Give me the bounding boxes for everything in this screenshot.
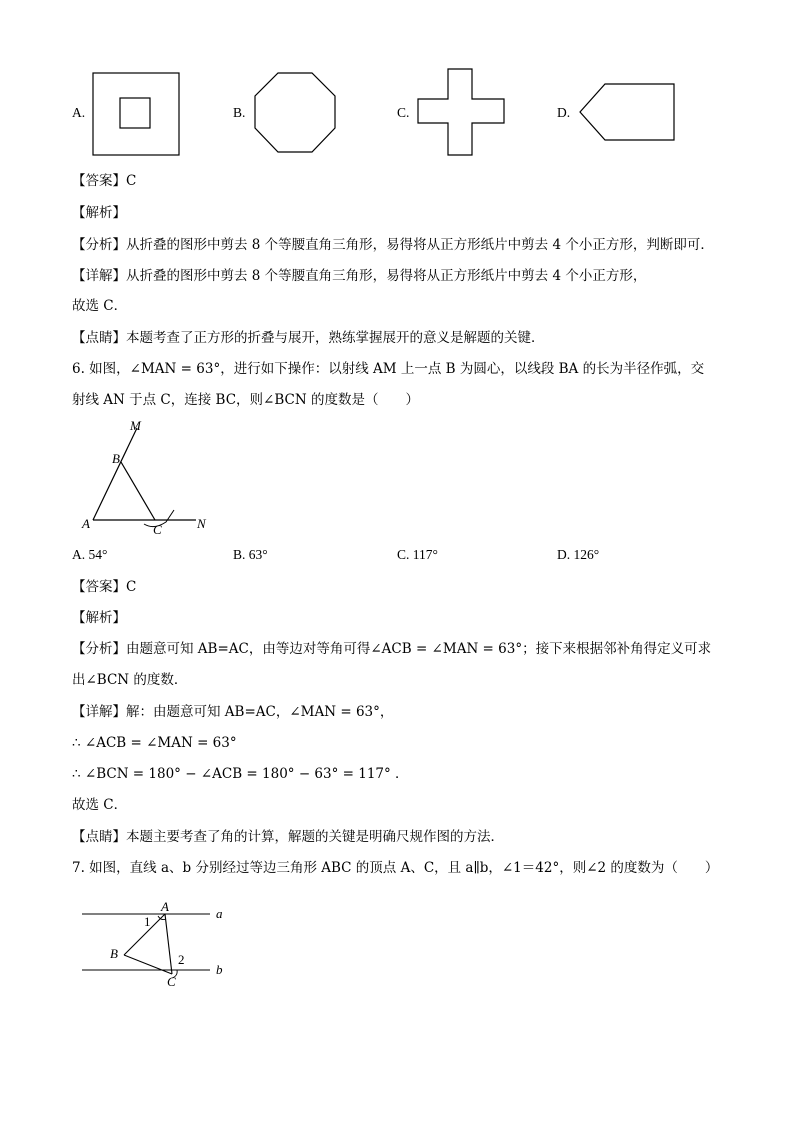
label-angle-2: 2 xyxy=(178,952,185,967)
q5-fenxi xyxy=(72,235,714,255)
label-b-vertex: B xyxy=(110,946,118,961)
side-bc xyxy=(124,955,172,974)
option-b-label: B. xyxy=(233,105,246,120)
dianjing-tag: 【点睛】 xyxy=(72,330,126,346)
q5-conclusion: 故选 C． xyxy=(72,298,128,314)
fenxi-text-1: 由题意可知 AB=AC，由等边对等角可得∠ACB = ∠MAN = 63°；接下来根据邻补角得定义可求 xyxy=(126,641,712,657)
option-d-figure xyxy=(579,83,677,143)
q6-dianjing xyxy=(72,827,504,847)
q5-answer xyxy=(72,171,136,191)
xiangjie-tag: 【详解】 xyxy=(72,704,126,720)
q6-xiangjie xyxy=(72,702,393,722)
outer-square xyxy=(93,73,179,155)
q6-option-a: A. 54° xyxy=(72,547,108,562)
label-m: M xyxy=(130,418,141,433)
xiangjie-text: 从折叠的图形中剪去 8 个等腰直角三角形，易得将从正方形纸片中剪去 4 个小正方形， xyxy=(126,268,647,284)
cross-shape xyxy=(418,69,504,155)
xiangjie-text: 解：由题意可知 AB=AC，∠MAN = 63°， xyxy=(126,704,394,720)
pentagon-arrow xyxy=(580,84,674,140)
dianjing-text: 本题考查了正方形的折叠与展开，熟练掌握展开的意义是解题的关键． xyxy=(126,330,545,346)
q6-option-d: D. 126° xyxy=(557,547,600,562)
option-a-label: A. xyxy=(72,105,86,120)
octagon xyxy=(255,73,335,152)
fenxi-text: 从折叠的图形中剪去 8 个等腰直角三角形，易得将从正方形纸片中剪去 4 个小正方形，判断即可． xyxy=(126,237,714,253)
option-c-label: C. xyxy=(397,105,410,120)
q6-analysis-heading: 【解析】 xyxy=(72,610,126,626)
q6-step2: ∴ ∠BCN = 180° − ∠ACB = 180° − 63° = 117° ． xyxy=(72,766,409,782)
label-angle-1: 1 xyxy=(144,914,151,929)
q5-analysis-heading: 【解析】 xyxy=(72,205,126,221)
label-c: C xyxy=(153,522,162,537)
q6-option-b: B. 63° xyxy=(233,547,268,562)
answer-text: C xyxy=(126,173,137,189)
q7-figure xyxy=(80,900,240,992)
label-c-vertex: C xyxy=(167,974,176,989)
dianjing-text: 本题主要考查了角的计算，解题的关键是明确尺规作图的方法． xyxy=(126,829,504,845)
label-n: N xyxy=(197,516,206,531)
side-ac xyxy=(165,914,172,974)
label-line-a: a xyxy=(216,906,223,921)
option-a-figure xyxy=(92,72,182,156)
answer-tag: 【答案】 xyxy=(72,579,126,595)
q6-option-c: C. 117° xyxy=(397,547,438,562)
option-c-figure xyxy=(417,68,507,158)
segment-bc xyxy=(121,462,155,520)
option-b-figure xyxy=(254,72,338,154)
q6-step1: ∴ ∠ACB = ∠MAN = 63° xyxy=(72,735,237,751)
label-a: A xyxy=(82,516,90,531)
dianjing-tag: 【点睛】 xyxy=(72,829,126,845)
xiangjie-tag: 【详解】 xyxy=(72,268,126,284)
q6-figure xyxy=(78,418,218,543)
inner-square xyxy=(120,98,150,128)
label-line-b: b xyxy=(216,962,223,977)
fenxi-tag: 【分析】 xyxy=(72,641,126,657)
q6-stem-line2: 射线 AN 于点 C，连接 BC，则∠BCN 的度数是（ ） xyxy=(72,392,419,408)
q6-fenxi-line2: 出∠BCN 的度数． xyxy=(72,672,188,688)
q5-xiangjie xyxy=(72,266,646,286)
q6-fenxi-line1 xyxy=(72,639,711,659)
option-d-label: D. xyxy=(557,105,571,120)
q6-stem-line1: 6. 如图，∠MAN = 63°，进行如下操作：以射线 AM 上一点 B 为圆心，以线段 BA 的长为半径作弧，交 xyxy=(72,361,705,377)
q5-dianjing xyxy=(72,328,545,348)
label-a-vertex: A xyxy=(161,899,169,914)
q6-conclusion: 故选 C． xyxy=(72,797,128,813)
label-b: B xyxy=(112,451,120,466)
q7-stem: 7. 如图，直线 a、b 分别经过等边三角形 ABC 的顶点 A、C，且 a∥b，∠1＝42°，则∠2 的度数为（ ） xyxy=(72,860,719,876)
q6-answer xyxy=(72,577,136,597)
answer-text: C xyxy=(126,579,137,595)
answer-tag: 【答案】 xyxy=(72,173,126,189)
ray-am xyxy=(93,428,137,520)
fenxi-tag: 【分析】 xyxy=(72,237,126,253)
